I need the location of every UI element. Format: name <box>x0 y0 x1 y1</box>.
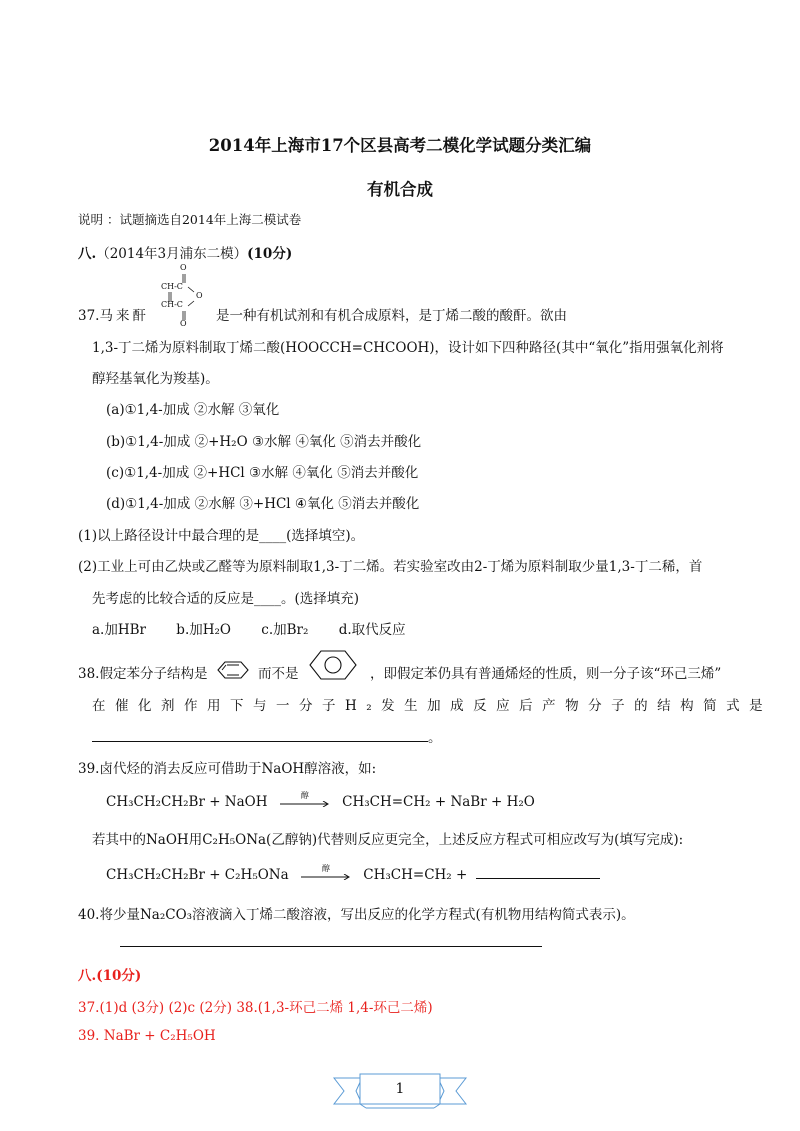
q38-end: 。 <box>428 730 442 746</box>
q37-line3: 醇羟基氧化为羧基)。 <box>92 371 219 387</box>
eq2-arrow-icon <box>301 874 351 880</box>
q37-number: 37. <box>78 308 100 324</box>
q38-line2 <box>92 694 773 714</box>
q37-lead: 马来酐 <box>99 308 149 324</box>
route-b: (b)①1,4-加成 ②+H₂O ③水解 ④氧化 ⑤消去并酸化 <box>106 434 422 450</box>
option-c: c.加Br₂ <box>261 622 309 638</box>
q37-sub2-line1: (2)工业上可由乙炔或乙醛等为原料制取1,3-丁二烯。若实验室改由2-丁烯为原料制取少量1,3-丁二稀，首 <box>78 559 703 575</box>
answer-heading: 八.(10分) <box>78 968 142 984</box>
route-c: (c)①1,4-加成 ②+HCl ③水解 ④氧化 ⑤消去并酸化 <box>106 465 419 481</box>
benzene-ring-icon <box>306 648 360 682</box>
q37-line2: 1,3-丁二烯为原料制取丁烯二酸(HOOCCH=CHCOOH)，设计如下四种路径(其中“氧化”指用强氧化剂将 <box>92 340 724 356</box>
answer-line1: 37.(1)d (3分) (2)c (2分) 38.(1,3-环己二烯 1,4-环己二烯) <box>78 1000 433 1016</box>
route-d: (d)①1,4-加成 ②水解 ③+HCl ④氧化 ⑤消去并酸化 <box>106 496 420 512</box>
section-score: (10分) <box>247 246 293 262</box>
eq1-left: CH₃CH₂CH₂Br + NaOH <box>106 794 268 810</box>
structure-upper-group: CH-C <box>161 282 183 291</box>
eq1-arrow-icon <box>280 801 330 807</box>
structure-lower-group: CH-C <box>161 300 183 309</box>
route-a: (a)①1,4-加成 ②水解 ③氧化 <box>106 402 280 418</box>
eq2-arrow <box>301 863 351 883</box>
q37-sub2-line2: 先考虑的比较合适的反应是____。(选择填充) <box>92 591 360 607</box>
q40-text: 40.将少量Na₂CO₃溶液滴入丁烯二酸溶液，写出反应的化学方程式(有机物用结构简式表示)。 <box>78 907 635 923</box>
document-title: 2014年上海市17个区县高考二模化学试题分类汇编 <box>208 136 592 155</box>
q39-intro: 39.卤代烃的消去反应可借助于NaOH醇溶液，如: <box>78 761 377 777</box>
page-number-ribbon <box>332 1072 468 1110</box>
eq1-arrow-label: 醇 <box>300 790 309 800</box>
page-number: 1 <box>395 1081 405 1097</box>
document-subtitle: 有机合成 <box>367 180 433 199</box>
eq2-right: CH₃CH=CH₂ + <box>363 867 468 883</box>
eq2-blank <box>476 866 600 879</box>
eq2-left: CH₃CH₂CH₂Br + C₂H₅ONa <box>106 867 289 883</box>
option-a: a.加HBr <box>92 622 146 638</box>
maleic-anhydride-structure <box>156 262 214 328</box>
q38-part1: 38.假定苯分子结构是 <box>78 666 208 682</box>
structure-ring-oxygen: O <box>196 291 203 300</box>
q38-blank <box>92 729 428 742</box>
q39-line2: 若其中的NaOH用C₂H₅ONa(乙醇钠)代替则反应更完全，上述反应方程式可相应改写为(填写完成): <box>92 832 684 848</box>
section-heading <box>78 242 292 262</box>
q39-equation1 <box>106 790 535 810</box>
eq2-arrow-label: 醇 <box>321 863 330 873</box>
q38-part2: 而不是 <box>258 666 299 682</box>
q38-part3: ，即假定苯仍具有普通烯烃的性质，则一分子该“环己三烯” <box>370 666 722 682</box>
source-note: 说明 ：试题摘选自2014年上海二模试卷 <box>78 212 302 227</box>
section-number: 八. <box>78 246 97 262</box>
answer-line2: 39. NaBr + C₂H₅OH <box>78 1028 216 1044</box>
q38-answer-line <box>92 726 442 746</box>
structure-top-oxygen: O <box>180 263 187 272</box>
eq1-arrow <box>280 790 330 810</box>
cyclohexatriene-icon <box>214 659 252 681</box>
q39-equation2 <box>106 863 600 883</box>
q38-line2-text: 在催化剂作用下与一分子H₂发生加成反应后产物分子的结构简式是 <box>92 698 773 714</box>
structure-bottom-oxygen: O <box>180 319 187 328</box>
q37-sub1: (1)以上路径设计中最合理的是____(选择填空)。 <box>78 528 365 544</box>
eq1-right: CH₃CH=CH₂ + NaBr + H₂O <box>342 794 535 810</box>
section-source: （2014年3月浦东二模） <box>96 246 248 262</box>
q37-line1: 是一种有机试剂和有机合成原料，是丁烯二酸的酸酐。欲由 <box>216 308 567 324</box>
q40-answer-line <box>120 946 542 947</box>
q37-options <box>92 618 406 638</box>
option-b: b.加H₂O <box>176 622 231 638</box>
option-d: d.取代反应 <box>338 622 406 638</box>
q37-number-lead <box>78 304 149 324</box>
